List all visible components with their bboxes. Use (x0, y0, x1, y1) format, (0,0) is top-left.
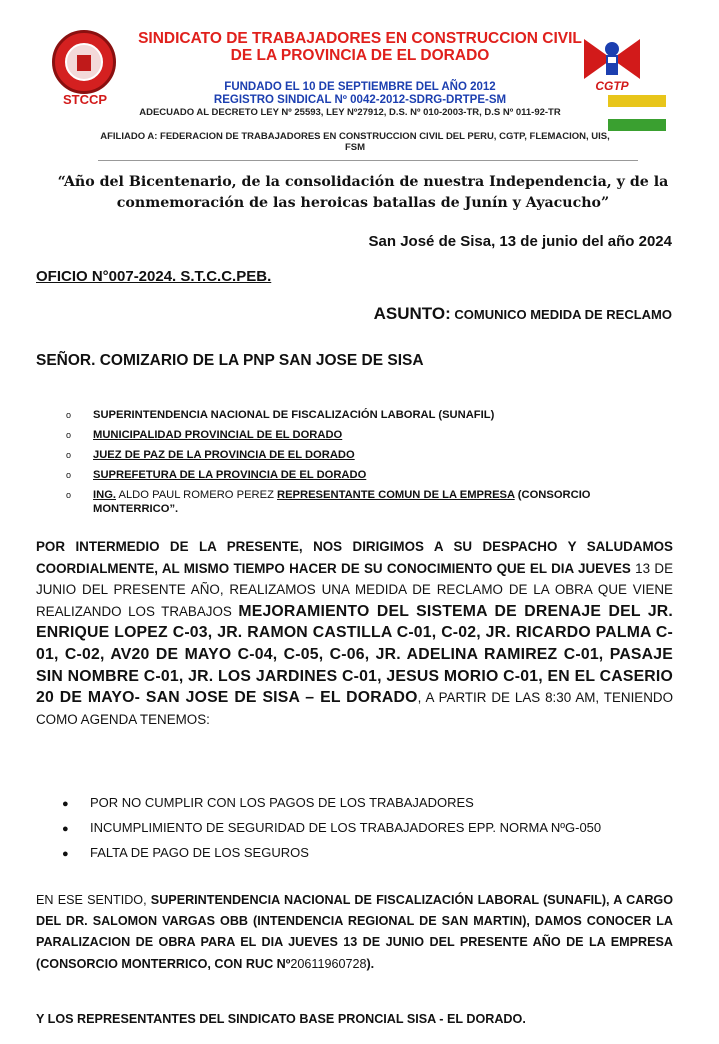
body-intro-bold: POR INTERMEDIO DE LA PRESENTE, NOS DIRIGIMOS A SU DESPACHO Y SALUDAMOS COORDIALMENTE, AL MISMO TIEMPO HACER DE SU CONOCIMIENTO QUE EL DIA JUEVES (36, 539, 673, 576)
cc-item (66, 448, 676, 462)
cc-item-text: SUPREFETURA DE LA PROVINCIA DE EL DORADO (93, 469, 367, 481)
subject-value: COMUNICO MEDIDA DE RECLAMO (454, 307, 672, 322)
cgtp-logo-label: CGTP (595, 79, 629, 93)
agenda-item (62, 820, 682, 835)
notice-paragraph (36, 890, 673, 975)
cc-representative-role: REPRESENTANTE COMUN DE LA EMPRESA (277, 489, 515, 501)
flag-image (608, 95, 666, 131)
cc-company-end: MONTERRICO”. (93, 503, 179, 515)
subject-line (300, 304, 672, 324)
agenda-item (62, 795, 682, 810)
circle-bullet-icon: o (66, 450, 72, 460)
closing-line: Y LOS REPRESENTANTES DEL SINDICATO BASE PRONCIAL SISA - EL DORADO. (36, 1012, 526, 1026)
notice-end: ). (366, 956, 375, 971)
header-divider (98, 160, 638, 161)
stccp-logo-label: STCCP (62, 92, 108, 107)
agenda-item-text: FALTA DE PAGO DE LOS SEGUROS (90, 845, 309, 860)
cc-item (66, 488, 676, 516)
agenda-item-text: INCUMPLIMIENTO DE SEGURIDAD DE LOS TRABAJADORES EPP. NORMA NºG-050 (90, 820, 602, 835)
ruc-number: 20611960728 (290, 956, 367, 971)
agenda-item-text: POR NO CUMPLIR CON LOS PAGOS DE LOS TRABAJADORES (90, 795, 474, 810)
affiliation-line: AFILIADO A: FEDERACION DE TRABAJADORES EN CONSTRUCCION CIVIL DEL PERU, CGTP, FLEMACION, UIS, FSM (100, 131, 610, 153)
cc-item-text: MUNICIPALIDAD PROVINCIAL DE EL DORADO (93, 429, 343, 441)
circle-bullet-icon: o (66, 410, 72, 420)
notice-lead: EN ESE SENTIDO, (36, 893, 151, 907)
circle-bullet-icon: o (66, 470, 72, 480)
oficio-number: OFICIO N°007-2024. S.T.C.C.PEB. (36, 268, 272, 285)
year-motto: “Año del Bicentenario, de la consolidación de nuestra Independencia, y de la conmemoración de las heroicas batallas de Junín y Ayacucho” (57, 174, 669, 211)
cc-company-start: (CONSORCIO (514, 489, 591, 501)
agenda-item (62, 845, 682, 860)
founded-line: FUNDADO EL 10 DE SEPTIEMBRE DEL AÑO 2012 (224, 81, 496, 93)
subject-label: ASUNTO: (373, 304, 451, 323)
body-tail-text: , A PARTIR DE LAS 8:30 AM, TENIENDO COMO AGENDA TENEMOS: (36, 690, 673, 727)
bullet-icon: ● (62, 798, 69, 810)
notice-body: SUPERINTENDENCIA NACIONAL DE FISCALIZACIÓN LABORAL (SUNAFIL), A CARGO DEL DR. SALOMON VARGAS OBB (INTENDENCIA REGIONAL DE SAN MARTIN), DAMOS CONOCER LA PARALIZACION DE OBRA PARA EL DIA JUEVES 13 DE JUNIO DEL PRESENTE AÑO DE LA EMPRESA (CONSORCIO MONTERRICO, CON RUC Nº (36, 893, 674, 971)
circle-bullet-icon: o (66, 430, 72, 440)
recipient-line: SEÑOR. COMIZARIO DE LA PNP SAN JOSE DE SISA (36, 352, 424, 369)
place-date: San José de Sisa, 13 de junio del año 2024 (368, 233, 672, 250)
bullet-icon: ● (62, 823, 69, 835)
cc-item-text: SUPERINTENDENCIA NACIONAL DE FISCALIZACIÓN LABORAL (SUNAFIL) (93, 409, 495, 421)
legal-basis-line: ADECUADO AL DECRETO LEY Nº 25593, LEY Nº27912, D.S. Nº 010-2003-TR, D.S Nº 011-92-TR (139, 107, 561, 118)
cc-ing-abbrev: ING. (93, 489, 116, 501)
cc-item (66, 408, 676, 422)
cc-item-text: JUEZ DE PAZ DE LA PROVINCIA DE EL DORADO (93, 449, 355, 461)
body-intro-text: 13 DE JUNIO DEL PRESENTE AÑO, REALIZAMOS UNA MEDIDA DE RECLAMO DE LA OBRA QUE VIENE REALIZANDO LOS TRABAJOS (36, 560, 673, 619)
circle-bullet-icon: o (66, 490, 72, 500)
body-paragraph (36, 536, 673, 730)
founding-info (130, 81, 590, 107)
cgtp-logo (582, 35, 642, 83)
project-description: MEJORAMIENTO DEL SISTEMA DE DRENAJE DEL JR. ENRIQUE LOPEZ C-03, JR. RAMON CASTILLA C-01, C-02, JR. RICARDO PALMA C-01, C-02, AV20 DE MAYO C-04, C-05, C-06, JR. ADELINA RAMIREZ C-01, PASAJE SIN NOMBRE C-01, JR. LOS JARDINES C-01, JESUS MORIO C-01, EN EL CASERIO 20 DE MAYO- SAN JOSE DE SISA – EL DORADO (36, 602, 673, 707)
union-name-heading: SINDICATO DE TRABAJADORES EN CONSTRUCCION CIVIL DE LA PROVINCIA DE EL DORADO (138, 30, 582, 64)
stccp-logo (52, 30, 116, 94)
cc-engineer-name: ALDO PAUL ROMERO PEREZ (116, 489, 278, 501)
bullet-icon: ● (62, 848, 69, 860)
cc-item (66, 468, 676, 482)
cc-item (66, 428, 676, 442)
registro-line: REGISTRO SINDICAL Nº 0042-2012-SDRG-DRTPE-SM (213, 94, 507, 106)
